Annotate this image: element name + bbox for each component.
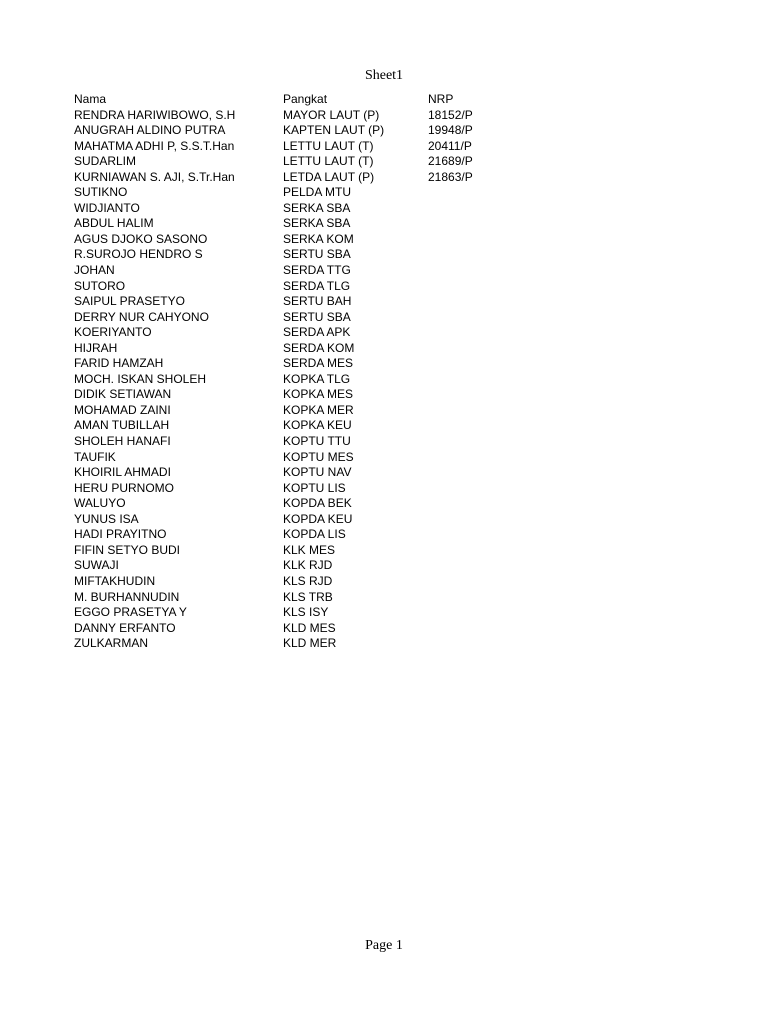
cell-pangkat: KLS RJD	[283, 573, 333, 588]
cell-nama: HERU PURNOMO	[74, 480, 175, 495]
cell-pangkat: SERDA KOM	[283, 340, 355, 355]
cell-nrp: 20411/P	[428, 138, 472, 153]
table-row	[74, 512, 508, 528]
cell-pangkat: SERDA MES	[283, 356, 354, 371]
table-row	[74, 636, 508, 652]
table-row	[74, 216, 508, 232]
table-row	[74, 387, 508, 403]
cell-nama: DERRY NUR CAHYONO	[74, 309, 209, 324]
cell-nrp	[428, 185, 508, 201]
table-row	[74, 621, 508, 637]
column-header-nrp: NRP	[428, 92, 454, 106]
cell-nrp	[428, 621, 508, 637]
cell-nama: ZULKARMAN	[74, 636, 149, 651]
cell-nama: ABDUL HALIM	[74, 216, 154, 231]
table-row	[74, 325, 508, 341]
cell-nama: SUWAJI	[74, 558, 119, 573]
table-row	[74, 543, 508, 559]
cell-pangkat: KLS ISY	[283, 605, 329, 620]
table-row	[74, 139, 508, 155]
cell-nrp	[428, 372, 508, 388]
cell-nrp	[428, 512, 508, 528]
sheet-title: Sheet1	[364, 68, 404, 83]
cell-nama: MOCH. ISKAN SHOLEH	[74, 371, 207, 386]
cell-nrp	[428, 263, 508, 279]
cell-nama: MAHATMA ADHI P, S.S.T.Han	[74, 138, 235, 153]
cell-nrp	[428, 465, 508, 481]
table-row	[74, 108, 508, 124]
table-row	[74, 496, 508, 512]
table-row	[74, 403, 508, 419]
cell-nrp	[428, 574, 508, 590]
cell-nama: MOHAMAD ZAINI	[74, 402, 171, 417]
table-row	[74, 590, 508, 606]
cell-pangkat: KOPDA LIS	[283, 527, 346, 542]
cell-pangkat: SERDA APK	[283, 325, 351, 340]
cell-nama: FARID HAMZAH	[74, 356, 164, 371]
cell-pangkat: LETTU LAUT (T)	[283, 138, 374, 153]
cell-nama: MIFTAKHUDIN	[74, 573, 156, 588]
cell-pangkat: SERDA TTG	[283, 263, 351, 278]
cell-nama: YUNUS ISA	[74, 511, 139, 526]
cell-pangkat: SERKA SBA	[283, 216, 351, 231]
cell-nama: SUTIKNO	[74, 185, 128, 200]
cell-nrp	[428, 325, 508, 341]
cell-pangkat: KAPTEN LAUT (P)	[283, 123, 385, 138]
cell-pangkat: LETTU LAUT (T)	[283, 154, 374, 169]
cell-pangkat: SERKA KOM	[283, 231, 354, 246]
column-header-nama: Nama	[74, 92, 107, 106]
cell-nama: DANNY ERFANTO	[74, 620, 176, 635]
table-row	[74, 527, 508, 543]
cell-nama: FIFIN SETYO BUDI	[74, 542, 181, 557]
table-row	[74, 418, 508, 434]
cell-pangkat: KOPTU TTU	[283, 434, 351, 449]
column-header-pangkat: Pangkat	[283, 92, 328, 106]
table-row	[74, 123, 508, 139]
cell-nama: KOERIYANTO	[74, 325, 152, 340]
cell-nrp	[428, 543, 508, 559]
cell-nrp	[428, 356, 508, 372]
cell-nama: AGUS DJOKO SASONO	[74, 231, 208, 246]
cell-nrp	[428, 418, 508, 434]
cell-pangkat: SERDA TLG	[283, 278, 351, 293]
cell-nama: RENDRA HARIWIBOWO, S.H	[74, 107, 236, 122]
cell-nrp: 21689/P	[428, 154, 473, 169]
cell-nrp	[428, 636, 508, 652]
cell-nama: TAUFIK	[74, 449, 116, 464]
cell-nama: KHOIRIL AHMADI	[74, 465, 171, 480]
cell-pangkat: SERTU BAH	[283, 294, 352, 309]
cell-nrp	[428, 496, 508, 512]
cell-pangkat: KOPKA TLG	[283, 371, 351, 386]
cell-nama: KURNIAWAN S. AJI, S.Tr.Han	[74, 169, 235, 184]
table-row	[74, 154, 508, 170]
table-row	[74, 294, 508, 310]
table-row	[74, 465, 508, 481]
cell-nama: EGGO PRASETYA Y	[74, 605, 187, 620]
table-row	[74, 372, 508, 388]
cell-nama: SUDARLIM	[74, 154, 137, 169]
cell-nrp	[428, 527, 508, 543]
table-body	[74, 92, 508, 652]
table-row	[74, 481, 508, 497]
cell-nama: SAIPUL PRASETYO	[74, 294, 185, 309]
cell-pangkat: SERTU SBA	[283, 247, 351, 262]
cell-pangkat: KOPTU NAV	[283, 465, 352, 480]
cell-nama: WALUYO	[74, 496, 126, 511]
cell-pangkat: KLD MES	[283, 620, 336, 635]
cell-pangkat: PELDA MTU	[283, 185, 352, 200]
cell-nrp	[428, 216, 508, 232]
cell-nama: ANUGRAH ALDINO PUTRA	[74, 123, 226, 138]
table-row	[74, 450, 508, 466]
cell-nama: M. BURHANNUDIN	[74, 589, 180, 604]
cell-nama: SUTORO	[74, 278, 126, 293]
cell-nrp	[428, 279, 508, 295]
cell-nrp	[428, 450, 508, 466]
cell-nrp	[428, 558, 508, 574]
cell-pangkat: KLK RJD	[283, 558, 333, 573]
table-row	[74, 185, 508, 201]
cell-nrp	[428, 232, 508, 248]
cell-nama: HIJRAH	[74, 340, 118, 355]
cell-nrp	[428, 247, 508, 263]
cell-pangkat: KLD MER	[283, 636, 337, 651]
cell-nrp	[428, 605, 508, 621]
cell-nrp: 21863/P	[428, 169, 473, 184]
cell-pangkat: SERKA SBA	[283, 200, 351, 215]
cell-nrp	[428, 590, 508, 606]
cell-pangkat: KOPDA BEK	[283, 496, 352, 511]
cell-nama: WIDJIANTO	[74, 200, 140, 215]
header-row	[74, 92, 508, 108]
table-row	[74, 170, 508, 186]
cell-pangkat: KOPTU LIS	[283, 480, 346, 495]
table-row	[74, 558, 508, 574]
cell-nrp	[428, 434, 508, 450]
cell-nama: JOHAN	[74, 263, 115, 278]
table-row	[74, 356, 508, 372]
cell-nama: HADI PRAYITNO	[74, 527, 167, 542]
cell-nrp	[428, 341, 508, 357]
table-row	[74, 279, 508, 295]
cell-pangkat: SERTU SBA	[283, 309, 351, 324]
page-footer: Page 1	[365, 938, 403, 953]
cell-pangkat: MAYOR LAUT (P)	[283, 107, 380, 122]
personnel-table	[74, 92, 508, 652]
cell-pangkat: KLK MES	[283, 542, 336, 557]
table-row	[74, 605, 508, 621]
table-row	[74, 232, 508, 248]
cell-pangkat: KOPDA KEU	[283, 511, 353, 526]
table-row	[74, 310, 508, 326]
cell-nrp	[428, 387, 508, 403]
cell-pangkat: KLS TRB	[283, 589, 333, 604]
table-row	[74, 434, 508, 450]
cell-nrp	[428, 294, 508, 310]
cell-nrp	[428, 201, 508, 217]
cell-nama: R.SUROJO HENDRO S	[74, 247, 203, 262]
cell-nama: AMAN TUBILLAH	[74, 418, 170, 433]
table-row	[74, 574, 508, 590]
cell-nama: DIDIK SETIAWAN	[74, 387, 172, 402]
cell-pangkat: KOPKA KEU	[283, 418, 352, 433]
cell-pangkat: LETDA LAUT (P)	[283, 169, 375, 184]
table-row	[74, 201, 508, 217]
cell-nrp	[428, 310, 508, 326]
table-row	[74, 247, 508, 263]
cell-pangkat: KOPKA MER	[283, 402, 354, 417]
cell-nama: SHOLEH HANAFI	[74, 434, 171, 449]
table-row	[74, 263, 508, 279]
table-row	[74, 341, 508, 357]
cell-nrp	[428, 481, 508, 497]
cell-pangkat: KOPKA MES	[283, 387, 354, 402]
cell-nrp: 18152/P	[428, 107, 473, 122]
cell-nrp: 19948/P	[428, 123, 473, 138]
cell-pangkat: KOPTU MES	[283, 449, 354, 464]
cell-nrp	[428, 403, 508, 419]
